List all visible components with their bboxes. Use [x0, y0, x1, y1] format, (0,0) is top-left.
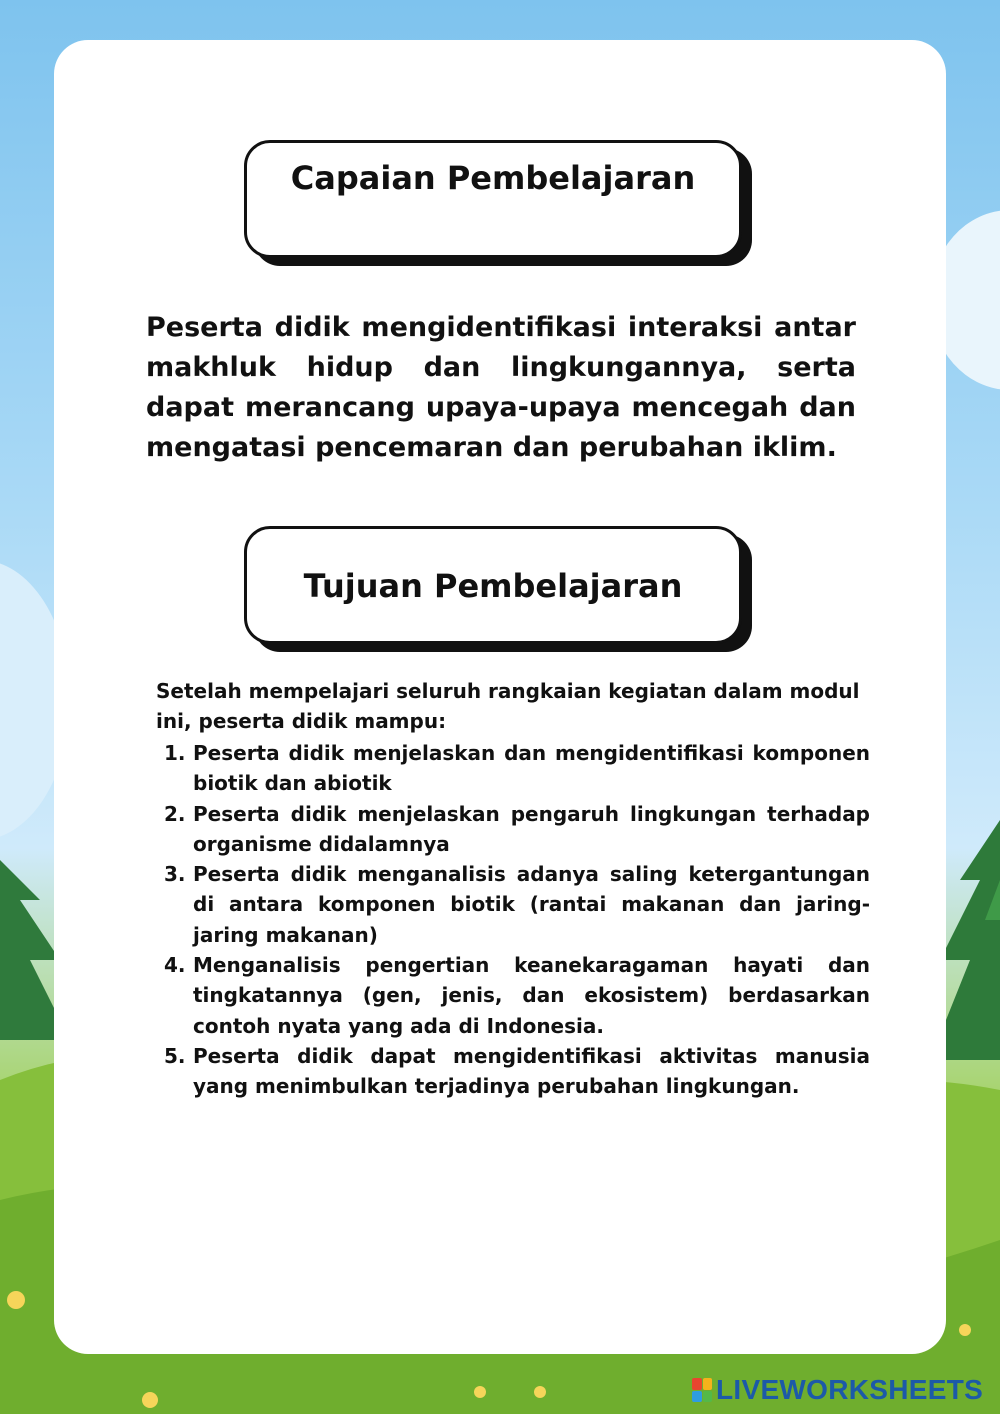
- list-item: [158, 859, 870, 950]
- content-card: [54, 40, 946, 1354]
- list-item-text: Peserta didik menganalisis adanya saling ketergantungan di antara komponen biotik (rantai makanan dan jaring-jaring makanan): [193, 862, 870, 947]
- capaian-title-box: [244, 140, 742, 258]
- list-item-text: Peserta didik dapat mengidentifikasi aktivitas manusia yang menimbulkan terjadinya perubahan lingkungan.: [193, 1043, 870, 1099]
- list-item: [158, 738, 870, 799]
- liveworksheets-link[interactable]: [692, 1374, 983, 1406]
- liveworksheets-logo-icon: [692, 1378, 712, 1402]
- tujuan-list: [158, 738, 870, 1102]
- liveworksheets-wordmark: LIVEWORKSHEETS: [716, 1374, 984, 1405]
- capaian-title: Capaian Pembelajaran: [290, 159, 696, 197]
- capaian-paragraph: Peserta didik mengidentifikasi interaksi antar makhluk hidup dan lingkungannya, serta dapat merancang upaya-upaya mencegah dan mengatasi pencemaran dan perubahan iklim.: [146, 312, 856, 463]
- tujuan-title-box: [244, 526, 742, 644]
- list-item: [158, 1041, 870, 1102]
- list-item: [158, 950, 870, 1041]
- tujuan-title: Tujuan Pembelajaran: [303, 567, 683, 605]
- list-item-text: Peserta didik menjelaskan pengaruh lingkungan terhadap organisme didalamnya: [193, 801, 870, 856]
- list-item-number: 4.: [164, 953, 186, 978]
- list-item-text: Menganalisis pengertian keanekaragaman hayati dan tingkatannya (gen, jenis, dan ekosistem) berdasarkan contoh nyata yang ada di Indonesia.: [193, 953, 870, 1038]
- list-item-number: 5.: [164, 1043, 186, 1068]
- list-item-number: 1.: [164, 741, 186, 765]
- list-item-number: 3.: [164, 862, 186, 887]
- list-item-text: Peserta didik menjelaskan dan mengidentifikasi komponen biotik dan abiotik: [193, 741, 870, 796]
- list-item-number: 2.: [164, 801, 186, 826]
- list-item: [158, 799, 870, 860]
- tujuan-intro: Setelah mempelajari seluruh rangkaian kegiatan dalam modul ini, peserta didik mampu:: [156, 679, 860, 733]
